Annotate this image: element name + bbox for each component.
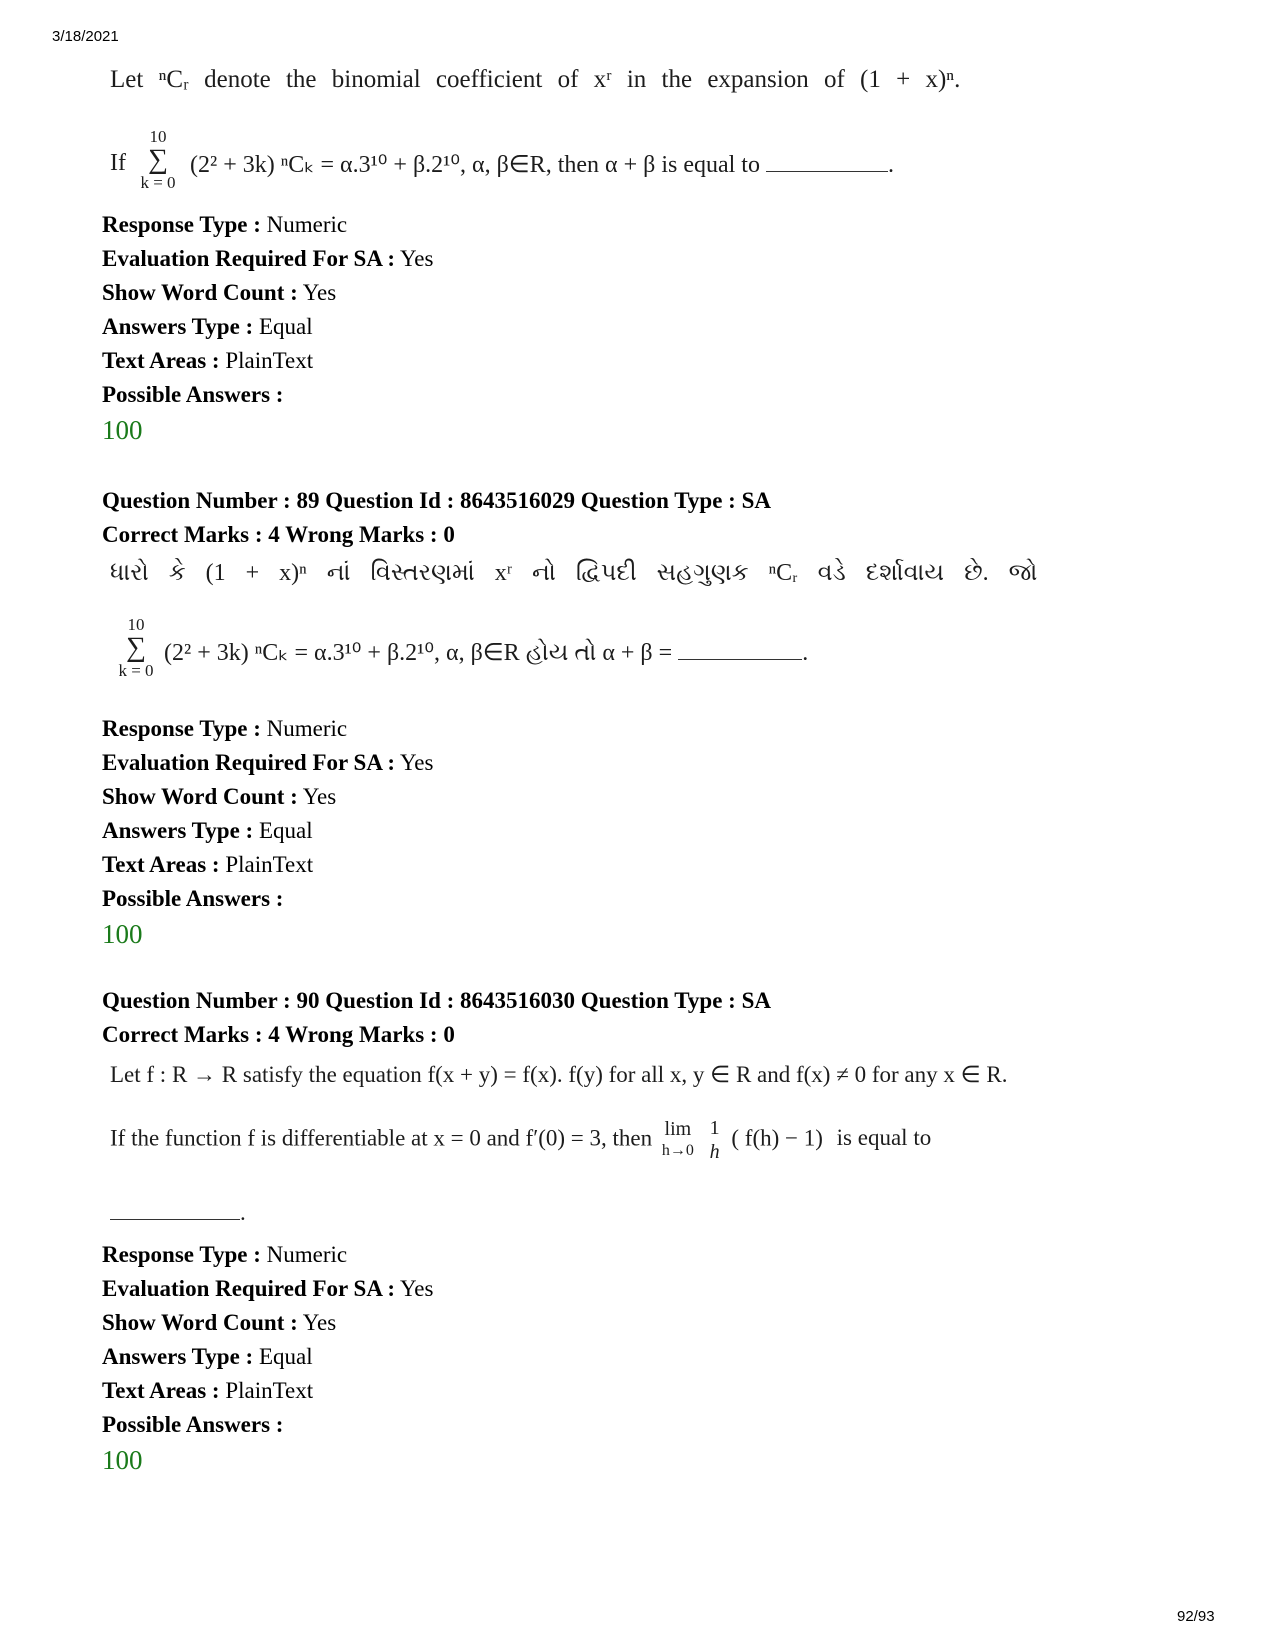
question-89 (102, 484, 1182, 952)
question-88-line1: Let ⁿCᵣ denote the binomial coefficient of xʳ in the expansion of (1 + x)ⁿ. (110, 66, 961, 93)
summation-symbol: 10 ∑ k = 0 (118, 615, 154, 680)
answers-type-row: Answers Type : Equal (102, 1344, 313, 1369)
summation-symbol: 10 ∑ k = 0 (140, 127, 176, 192)
question-89-image (102, 552, 1182, 712)
text-areas-row: Text Areas : PlainText (102, 852, 314, 877)
question-90-blank-line: . (110, 1200, 246, 1226)
possible-answer-value: 100 (102, 415, 143, 445)
answer-blank (766, 171, 888, 172)
word-count-row: Show Word Count : Yes (102, 784, 337, 809)
possible-answers-row: Possible Answers : (102, 382, 284, 407)
response-type-row: Response Type : Numeric (102, 1242, 348, 1267)
answers-type-row: Answers Type : Equal (102, 818, 313, 843)
text-areas-row: Text Areas : PlainText (102, 348, 314, 373)
eval-sa-row: Evaluation Required For SA : Yes (102, 246, 434, 271)
possible-answers-row: Possible Answers : (102, 1412, 284, 1437)
print-date: 3/18/2021 (52, 28, 119, 45)
question-90-image (102, 1052, 1182, 1238)
possible-answer-value: 100 (102, 1445, 143, 1475)
question-90-line1: Let f : R → R satisfy the equation f(x + y) = f(x). f(y) for all x, y ∈ R and f(x) ≠ 0 for any x ∈ R. (110, 1062, 1008, 1087)
question-90-line2: If the function f is differentiable at x = 0 and f′(0) = 3, then lim h→0 1 h ( f(h) − 1) is equal to (110, 1117, 932, 1163)
possible-answers-row: Possible Answers : (102, 886, 284, 911)
question-88-expression: (2² + 3k) ⁿCₖ = α.3¹⁰ + β.2¹⁰, α, β∈R, then α + β is equal to . (190, 152, 894, 178)
question-89-expression: (2² + 3k) ⁿCₖ = α.3¹⁰ + β.2¹⁰, α, β∈R હોય તો α + β = . (164, 640, 809, 666)
answer-blank (110, 1219, 240, 1220)
response-type-row: Response Type : Numeric (102, 212, 348, 237)
limit-operator: lim h→0 (661, 1118, 694, 1159)
question-89-header: Question Number : 89 Question Id : 8643516029 Question Type : SA (102, 488, 771, 513)
eval-sa-row: Evaluation Required For SA : Yes (102, 1276, 434, 1301)
page-number: 92/93 (1177, 1608, 1215, 1625)
question-90-header: Question Number : 90 Question Id : 8643516030 Question Type : SA (102, 988, 771, 1013)
eval-sa-row: Evaluation Required For SA : Yes (102, 750, 434, 775)
question-89-line1: ધારો કે (1 + x)ⁿ નાં વિસ્તરણમાં xʳ નો દ્વિપદી સહગુણક ⁿCᵣ વડે દર્શાવાય છે. જો (110, 560, 1038, 586)
question-90-marks: Correct Marks : 4 Wrong Marks : 0 (102, 1022, 455, 1047)
text-areas-row: Text Areas : PlainText (102, 1378, 314, 1403)
possible-answer-value: 100 (102, 919, 143, 949)
question-90 (102, 984, 1182, 1478)
word-count-row: Show Word Count : Yes (102, 280, 337, 305)
question-89-marks: Correct Marks : 4 Wrong Marks : 0 (102, 522, 455, 547)
response-type-row: Response Type : Numeric (102, 716, 348, 741)
question-88 (102, 62, 1182, 448)
word-count-row: Show Word Count : Yes (102, 1310, 337, 1335)
answer-blank (678, 659, 802, 660)
question-88-image (102, 62, 1182, 208)
answers-type-row: Answers Type : Equal (102, 314, 313, 339)
question-88-if: If (110, 150, 126, 176)
fraction: 1 h (709, 1117, 720, 1163)
